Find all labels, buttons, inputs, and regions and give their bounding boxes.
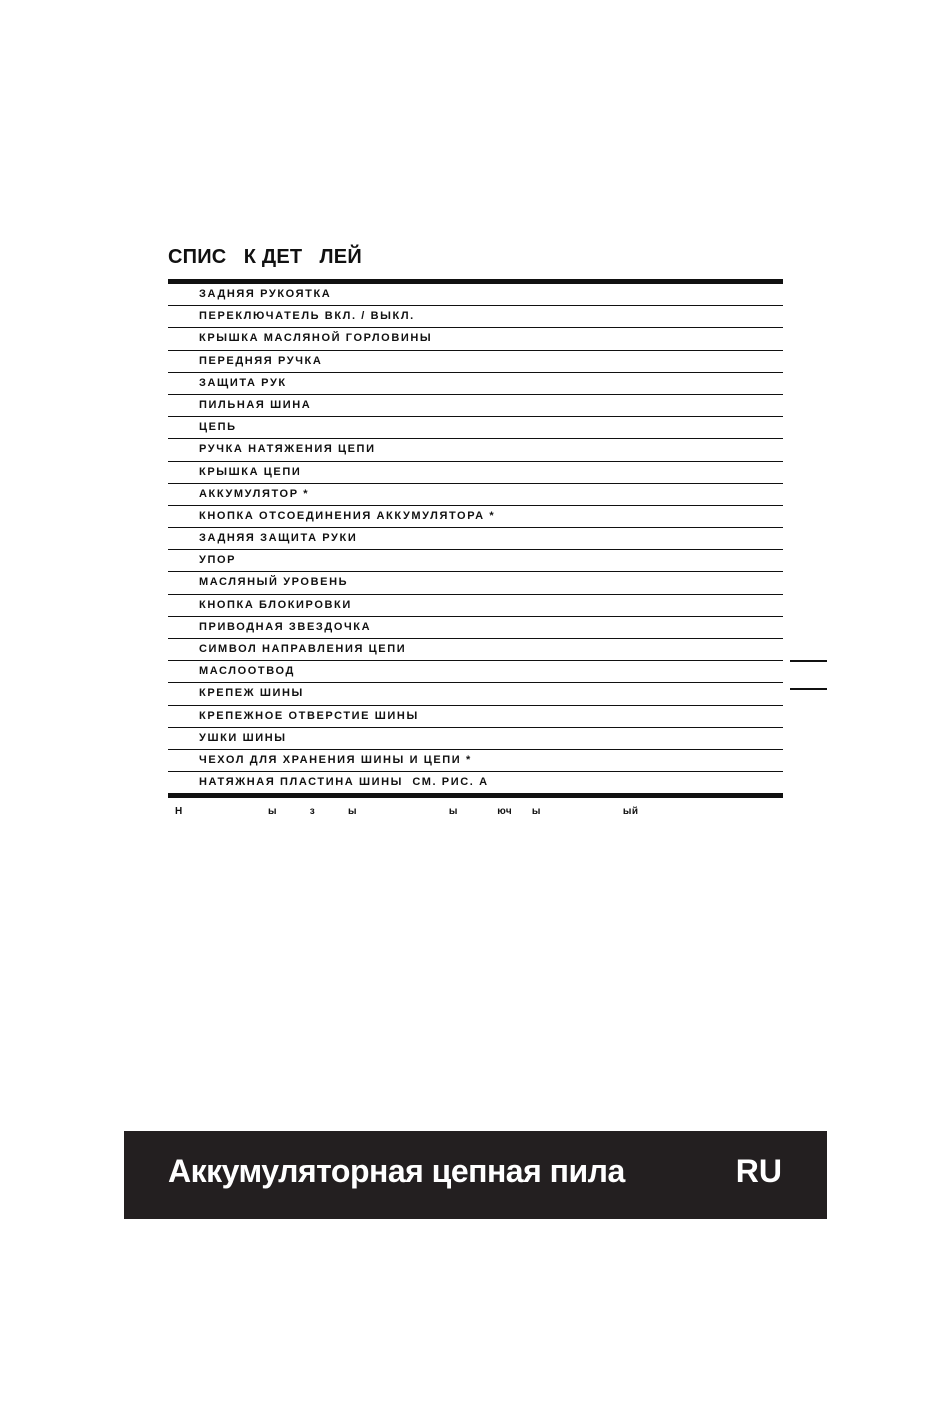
parts-list-section — [168, 244, 783, 798]
part-item: АККУМУЛЯТОР * — [168, 484, 783, 506]
part-item: ЧЕХОЛ ДЛЯ ХРАНЕНИЯ ШИНЫ И ЦЕПИ * — [168, 750, 783, 772]
part-item: НАТЯЖНАЯ ПЛАСТИНА ШИНЫ СМ. РИС. А — [199, 776, 489, 789]
part-item: ПРИВОДНАЯ ЗВЕЗДОЧКА — [168, 617, 783, 639]
part-item: МАСЛООТВОД — [168, 661, 783, 683]
part-item: ПЕРЕДНЯЯ РУЧКА — [168, 351, 783, 373]
part-item: КНОПКА ОТСОЕДИНЕНИЯ АККУМУЛЯТОРА * — [168, 506, 783, 528]
part-item: СИМВОЛ НАПРАВЛЕНИЯ ЦЕПИ — [168, 639, 783, 661]
part-item: ПЕРЕКЛЮЧАТЕЛЬ ВКЛ. / ВЫКЛ. — [168, 306, 783, 328]
part-item: ЦЕПЬ — [168, 417, 783, 439]
part-item: КРЕПЕЖ ШИНЫ — [168, 683, 783, 705]
part-item: КРЕПЕЖНОЕ ОТВЕРСТИЕ ШИНЫ — [168, 706, 783, 728]
footer-band — [124, 1131, 827, 1219]
part-item: ЗАДНЯЯ РУКОЯТКА — [168, 284, 783, 306]
bottom-rule — [168, 793, 783, 798]
parts-list — [168, 284, 783, 794]
part-item: МАСЛЯНЫЙ УРОВЕНЬ — [168, 572, 783, 594]
product-title: Аккумуляторная цепная пила — [168, 1153, 625, 1189]
part-item: УПОР — [168, 550, 783, 572]
part-item: ЗАДНЯЯ ЗАЩИТА РУКИ — [168, 528, 783, 550]
part-item: ЗАЩИТА РУК — [168, 373, 783, 395]
parts-footnote: Н ы з ы ы юч ы ый — [175, 806, 639, 817]
language-code: RU — [735, 1153, 782, 1189]
part-item: РУЧКА НАТЯЖЕНИЯ ЦЕПИ — [168, 439, 783, 461]
part-item: КРЫШКА МАСЛЯНОЙ ГОРЛОВИНЫ — [168, 328, 783, 350]
part-item: КРЫШКА ЦЕПИ — [168, 462, 783, 484]
part-item: КНОПКА БЛОКИРОВКИ — [168, 595, 783, 617]
parts-list-title: СПИС К ДЕТ ЛЕЙ — [168, 246, 362, 268]
margin-mark — [790, 660, 827, 662]
part-item: УШКИ ШИНЫ — [168, 728, 783, 750]
part-item: ПИЛЬНАЯ ШИНА — [168, 395, 783, 417]
margin-mark — [790, 688, 827, 690]
